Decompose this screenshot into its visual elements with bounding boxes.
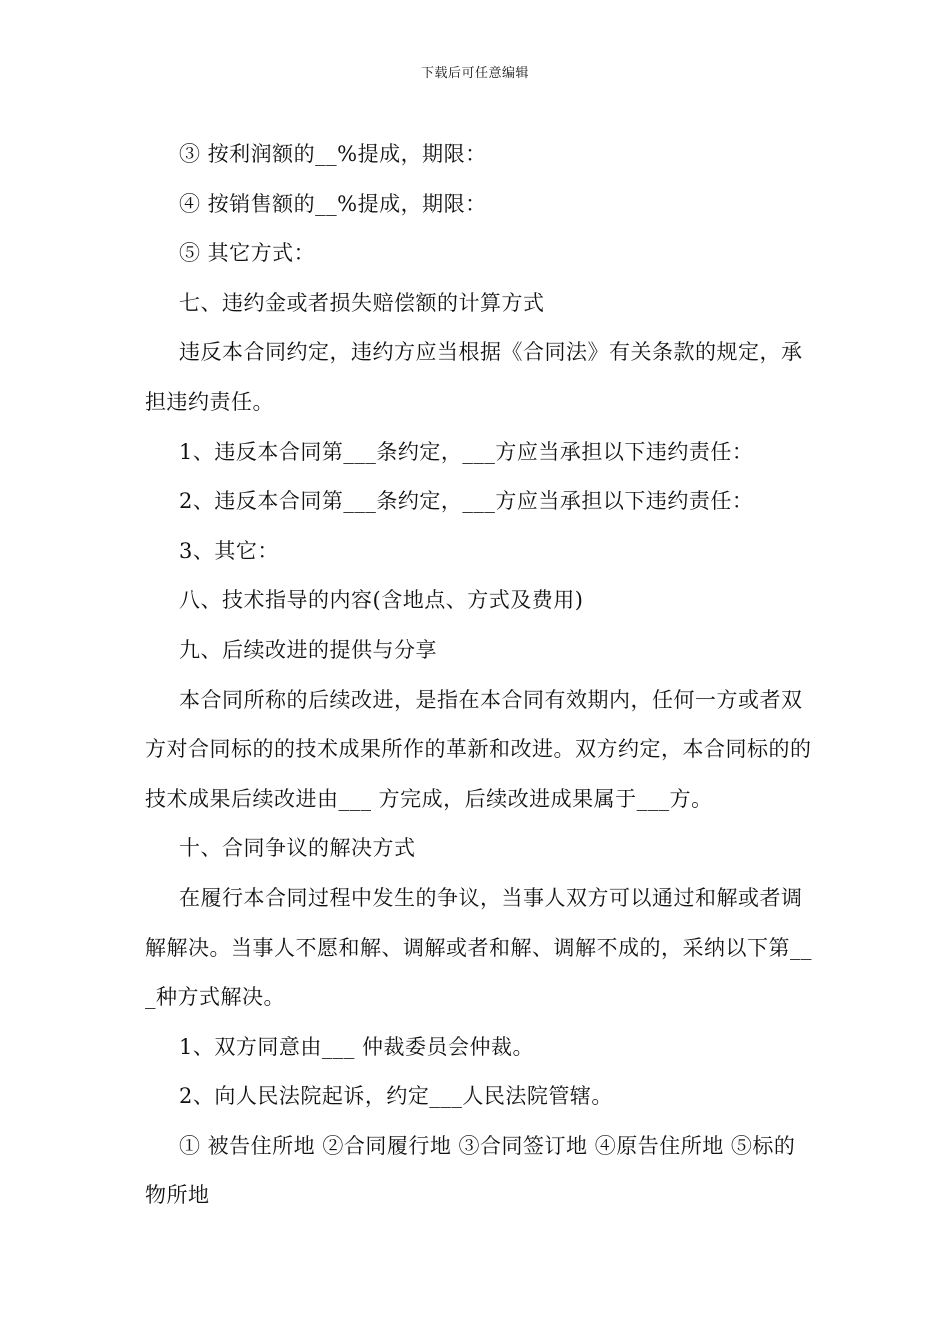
section-heading-8: 八、技术指导的内容(含地点、方式及费用) (179, 588, 584, 613)
list-item-breach-1: 1、违反本合同第___条约定，___方应当承担以下违约责任： (179, 439, 754, 464)
paragraph-breach-liability: 违反本合同约定，违约方应当根据《合同法》有关条款的规定，承担违约责任。 (145, 340, 803, 414)
list-item-jurisdiction-options: ① 被告住所地 ②合同履行地 ③合同签订地 ④原告住所地 ⑤标的物所地 (145, 1133, 796, 1208)
list-item-litigation: 2、向人民法院起诉，约定___人民法院管辖。 (179, 1084, 613, 1109)
page-header: 下载后可任意编辑 (420, 66, 529, 81)
paragraph-sales-commission: ④ 按销售额的__%提成，期限： (179, 191, 487, 216)
paragraph-dispute-resolution: 在履行本合同过程中发生的争议，当事人双方可以通过和解或者调解解决。当事人不愿和解、调解或者和解、调解不成的，采纳以下第___种方式解决。 (145, 885, 812, 1010)
document-body (145, 130, 815, 1221)
section-heading-9: 九、后续改进的提供与分享 (179, 637, 437, 662)
paragraph-profit-commission: ③ 按利润额的__%提成，期限： (179, 142, 487, 166)
paragraph-follow-up-improvement: 本合同所称的后续改进，是指在本合同有效期内，任何一方或者双方对合同标的的技术成果所作的革新和改进。双方约定，本合同标的的技术成果后续改进由___ 方完成，后续改进成果属于___方。 (145, 687, 812, 811)
paragraph-other-method: ⑤ 其它方式： (179, 241, 316, 266)
list-item-breach-3: 3、其它： (179, 538, 279, 563)
section-heading-7: 七、违约金或者损失赔偿额的计算方式 (179, 290, 545, 315)
section-heading-10: 十、合同争议的解决方式 (179, 836, 416, 861)
list-item-arbitration: 1、双方同意由___ 仲裁委员会仲裁。 (179, 1034, 535, 1059)
list-item-breach-2: 2、违反本合同第___条约定，___方应当承担以下违约责任： (179, 489, 754, 514)
